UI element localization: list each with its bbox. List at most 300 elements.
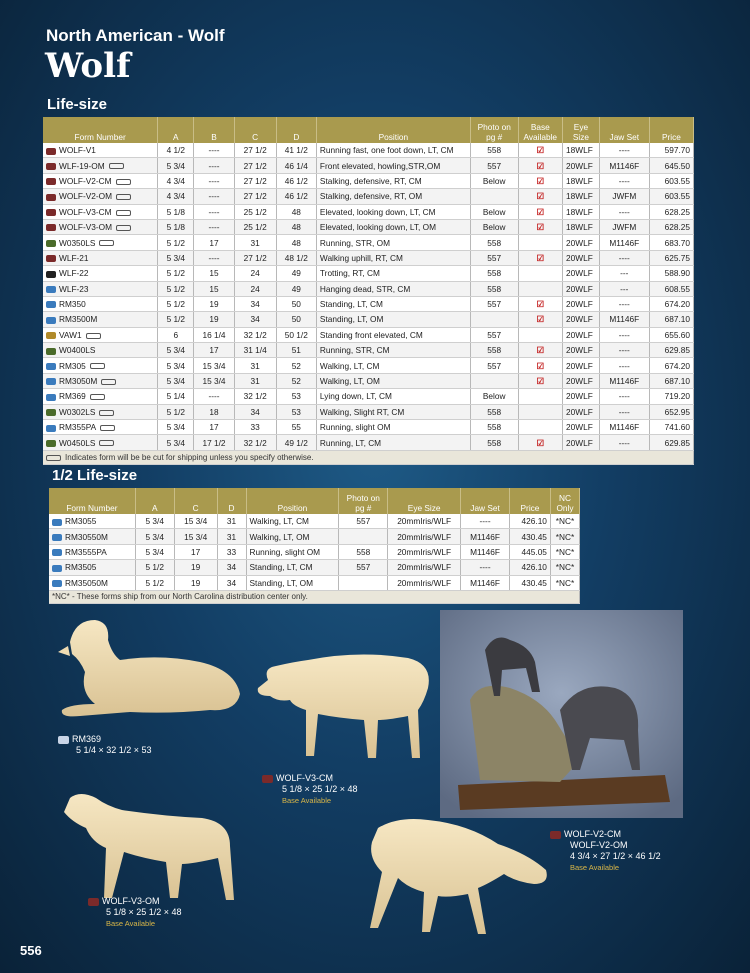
cut-shipping-icon (86, 333, 101, 339)
life-size-heading: Life-size (47, 96, 108, 113)
dim-c-cell: 27 1/2 (234, 189, 276, 204)
base-available-cell: ☑ (518, 189, 563, 204)
dim-c-cell: 31 (234, 358, 276, 373)
table-header-row (43, 117, 694, 143)
wolf-form-defensive-image (338, 808, 553, 943)
price-cell: 645.50 (649, 158, 693, 173)
dim-d-cell: 46 1/2 (276, 189, 316, 204)
dim-a-cell: 5 3/4 (158, 158, 194, 173)
dim-c-cell: 27 1/2 (234, 143, 276, 158)
table-row (49, 514, 580, 529)
form-type-icon (52, 534, 62, 541)
table-row (49, 560, 580, 575)
price-cell: 628.25 (649, 219, 693, 234)
eye-size-cell: 20WLF (563, 358, 600, 373)
form-type-icon (52, 519, 62, 526)
dim-d-cell: 50 (276, 312, 316, 327)
photo-page-cell: 557 (470, 250, 518, 265)
eye-size-cell: 18WLF (563, 189, 600, 204)
table-row (43, 296, 694, 311)
base-available-cell: ☑ (518, 173, 563, 188)
dim-c-cell: 15 3/4 (174, 514, 217, 529)
form-type-icon (46, 148, 56, 155)
form-type-icon (46, 363, 56, 370)
base-available-cell (518, 327, 563, 342)
col-header: Jaw Set (461, 488, 510, 514)
eye-size-cell: 20WLF (563, 235, 600, 250)
cut-shipping-icon (90, 363, 105, 369)
photo-page-cell (470, 189, 518, 204)
dim-b-cell: ---- (194, 173, 234, 188)
dim-a-cell: 5 1/2 (158, 235, 194, 250)
form-number-cell: RM3055 (49, 514, 135, 529)
dim-b-cell: 16 1/4 (194, 327, 234, 342)
base-available-cell: ☑ (518, 204, 563, 219)
wolf-form-standing-image (248, 640, 443, 765)
nc-only-cell: *NC* (550, 544, 579, 559)
half-size-heading: 1/2 Life-size (52, 467, 138, 484)
col-header: Price (510, 488, 551, 514)
dim-b-cell: 17 (194, 235, 234, 250)
form-caption-name: RM369 (72, 734, 102, 744)
photo-page-cell: Below (470, 173, 518, 188)
dim-d-cell: 48 (276, 204, 316, 219)
eye-size-cell: 20mmIris/WLF (388, 560, 461, 575)
form-number-cell: RM369 (43, 389, 158, 404)
form-caption-name: WOLF-V2-OM (570, 840, 628, 850)
eye-size-cell: 20WLF (563, 420, 600, 435)
jaw-set-cell: M1146F (599, 420, 649, 435)
jaw-set-cell: M1146F (599, 312, 649, 327)
cut-shipping-icon (116, 210, 131, 216)
table-row (49, 575, 580, 590)
dim-a-cell: 5 3/4 (158, 435, 194, 450)
price-cell: 608.55 (649, 281, 693, 296)
cut-shipping-icon (109, 163, 124, 169)
form-number-cell: VAW1 (43, 327, 158, 342)
eye-size-cell: 20mmIris/WLF (388, 544, 461, 559)
form-type-icon (46, 286, 56, 293)
position-cell: Standing, LT, CM (246, 560, 339, 575)
cut-shipping-icon (99, 240, 114, 246)
dim-d-cell: 48 1/2 (276, 250, 316, 265)
dim-b-cell: ---- (194, 250, 234, 265)
dim-d-cell: 33 (217, 544, 246, 559)
table-row (43, 189, 694, 204)
form-type-icon (46, 440, 56, 447)
photo-page-cell: 558 (470, 343, 518, 358)
nc-only-cell: *NC* (550, 529, 579, 544)
dim-a-cell: 5 1/2 (158, 266, 194, 281)
form-caption-dims: 5 1/8 × 25 1/2 × 48 (106, 907, 182, 917)
position-cell: Running, STR, OM (316, 235, 470, 250)
jaw-set-cell: ---- (599, 389, 649, 404)
dim-c-cell: 32 1/2 (234, 389, 276, 404)
price-cell: 629.85 (649, 343, 693, 358)
photo-page-cell: Below (470, 204, 518, 219)
price-cell: 430.45 (510, 529, 551, 544)
form-number-cell: WOLF-V3-OM (43, 219, 158, 234)
base-available-cell: ☑ (518, 358, 563, 373)
dim-c-cell: 17 (174, 544, 217, 559)
form-type-icon (46, 194, 56, 201)
dim-d-cell: 51 (276, 343, 316, 358)
form-caption-name: WOLF-V3-CM (276, 773, 333, 783)
form-type-icon (46, 348, 56, 355)
table-row (43, 158, 694, 173)
form-type-icon (46, 271, 56, 278)
dim-a-cell: 5 3/4 (158, 343, 194, 358)
dim-b-cell: 15 3/4 (194, 358, 234, 373)
photo-page-cell: 558 (470, 266, 518, 281)
price-cell: 687.10 (649, 373, 693, 388)
position-cell: Running, slight OM (246, 544, 339, 559)
eye-size-cell: 20WLF (563, 281, 600, 296)
nc-only-cell: *NC* (550, 514, 579, 529)
jaw-set-cell: ---- (599, 343, 649, 358)
base-available-cell: ☑ (518, 219, 563, 234)
price-cell: 603.55 (649, 189, 693, 204)
eye-size-cell: 20WLF (563, 266, 600, 281)
table-row (49, 529, 580, 544)
dim-b-cell: 17 (194, 420, 234, 435)
eye-size-cell: 20mmIris/WLF (388, 514, 461, 529)
price-cell: 674.20 (649, 358, 693, 373)
dim-c-cell: 27 1/2 (234, 158, 276, 173)
dim-b-cell: ---- (194, 389, 234, 404)
dim-b-cell: ---- (194, 189, 234, 204)
form-number-cell: RM305 (43, 358, 158, 373)
form-type-icon (46, 224, 56, 231)
position-cell: Standing front elevated, CM (316, 327, 470, 342)
photo-page-cell: 557 (339, 514, 388, 529)
base-available-cell: ☑ (518, 296, 563, 311)
position-cell: Walking, Slight RT, CM (316, 404, 470, 419)
base-available-cell: ☑ (518, 250, 563, 265)
jaw-set-cell: ---- (599, 250, 649, 265)
price-cell: 674.20 (649, 296, 693, 311)
price-cell: 655.60 (649, 327, 693, 342)
jaw-set-cell: ---- (599, 435, 649, 450)
position-cell: Walking, LT, OM (246, 529, 339, 544)
jaw-set-cell: ---- (599, 204, 649, 219)
dim-d-cell: 34 (217, 560, 246, 575)
eye-size-cell: 20WLF (563, 312, 600, 327)
life-size-table (43, 117, 694, 465)
table-row (43, 420, 694, 435)
dim-c-cell: 15 3/4 (174, 529, 217, 544)
dim-a-cell: 5 3/4 (158, 373, 194, 388)
dim-b-cell: 15 (194, 266, 234, 281)
dim-d-cell: 53 (276, 404, 316, 419)
form-number-cell: W0350LS (43, 235, 158, 250)
dim-a-cell: 6 (158, 327, 194, 342)
dim-c-cell: 19 (174, 575, 217, 590)
eye-size-cell: 20WLF (563, 389, 600, 404)
jaw-set-cell: M1146F (599, 158, 649, 173)
col-header: Base Available (518, 117, 563, 143)
position-cell: Hanging dead, STR, CM (316, 281, 470, 296)
position-cell: Running fast, one foot down, LT, CM (316, 143, 470, 158)
cut-shipping-icon (116, 225, 131, 231)
photo-page-cell: 557 (470, 358, 518, 373)
dim-c-cell: 34 (234, 312, 276, 327)
col-header: Photo on pg # (470, 117, 518, 143)
dim-d-cell: 53 (276, 389, 316, 404)
jaw-set-cell: ---- (461, 514, 510, 529)
base-available-cell (518, 235, 563, 250)
form-type-icon (46, 178, 56, 185)
table-row (43, 343, 694, 358)
form-caption-dims: 5 1/8 × 25 1/2 × 48 (282, 784, 358, 794)
position-cell: Lying down, LT, CM (316, 389, 470, 404)
price-cell: 719.20 (649, 389, 693, 404)
base-available-cell (518, 281, 563, 296)
position-cell: Walking, LT, OM (316, 373, 470, 388)
table-row (43, 250, 694, 265)
dim-a-cell: 5 1/2 (135, 575, 174, 590)
cut-shipping-icon (101, 379, 116, 385)
page-title: Wolf (45, 46, 131, 86)
position-cell: Standing, LT, OM (246, 575, 339, 590)
dim-c-cell: 25 1/2 (234, 204, 276, 219)
form-type-icon (46, 255, 56, 262)
dim-a-cell: 5 3/4 (158, 420, 194, 435)
dim-d-cell: 52 (276, 358, 316, 373)
photo-page-cell (339, 575, 388, 590)
jaw-set-cell: ---- (599, 404, 649, 419)
position-cell: Trotting, RT, CM (316, 266, 470, 281)
table-row (43, 235, 694, 250)
price-cell: 445.05 (510, 544, 551, 559)
table-row (43, 266, 694, 281)
dim-c-cell: 31 (234, 373, 276, 388)
form-type-icon (46, 378, 56, 385)
jaw-set-cell: ---- (599, 173, 649, 188)
position-cell: Standing, LT, CM (316, 296, 470, 311)
form-type-icon (46, 332, 56, 339)
dim-d-cell: 31 (217, 514, 246, 529)
col-header: C (234, 117, 276, 143)
eye-size-cell: 20WLF (563, 373, 600, 388)
base-available-cell (518, 389, 563, 404)
dim-d-cell: 50 (276, 296, 316, 311)
form-number-cell: WLF-22 (43, 266, 158, 281)
position-cell: Elevated, looking down, LT, OM (316, 219, 470, 234)
form-number-cell: RM3505 (49, 560, 135, 575)
dim-a-cell: 4 3/4 (158, 173, 194, 188)
photo-page-cell: Below (470, 219, 518, 234)
price-cell: 597.70 (649, 143, 693, 158)
col-header: Position (316, 117, 470, 143)
dim-b-cell: ---- (194, 143, 234, 158)
form-type-icon (46, 394, 56, 401)
col-header: A (135, 488, 174, 514)
photo-page-cell: Below (470, 389, 518, 404)
dim-c-cell: 32 1/2 (234, 327, 276, 342)
form-type-icon (52, 565, 62, 572)
base-available-label: Base Available (282, 796, 332, 805)
table-row (43, 312, 694, 327)
photo-page-cell: 558 (470, 404, 518, 419)
price-cell: 687.10 (649, 312, 693, 327)
form-number-cell: RM3500M (43, 312, 158, 327)
dim-b-cell: ---- (194, 219, 234, 234)
photo-page-cell: 558 (470, 235, 518, 250)
form-number-cell: WLF-23 (43, 281, 158, 296)
price-cell: 683.70 (649, 235, 693, 250)
photo-page-cell: 558 (339, 544, 388, 559)
base-available-cell: ☑ (518, 435, 563, 450)
price-cell: 652.95 (649, 404, 693, 419)
eye-size-cell: 18WLF (563, 143, 600, 158)
col-header: Form Number (43, 117, 158, 143)
price-cell: 588.90 (649, 266, 693, 281)
dim-a-cell: 5 1/4 (158, 389, 194, 404)
dim-d-cell: 50 1/2 (276, 327, 316, 342)
eye-size-cell: 20WLF (563, 250, 600, 265)
table-row (43, 327, 694, 342)
form-caption-name: WOLF-V2-CM (564, 829, 621, 839)
price-cell: 603.55 (649, 173, 693, 188)
jaw-set-cell: ---- (599, 143, 649, 158)
cut-shipping-icon (116, 179, 131, 185)
dim-c-cell: 25 1/2 (234, 219, 276, 234)
eye-size-cell: 20WLF (563, 343, 600, 358)
col-header: Form Number (49, 488, 135, 514)
dim-a-cell: 5 1/2 (135, 560, 174, 575)
price-cell: 625.75 (649, 250, 693, 265)
dim-d-cell: 31 (217, 529, 246, 544)
form-number-cell: RM350 (43, 296, 158, 311)
jaw-set-cell: ---- (599, 327, 649, 342)
jaw-set-cell: --- (599, 266, 649, 281)
position-cell: Walking, LT, CM (316, 358, 470, 373)
jaw-set-cell: JWFM (599, 189, 649, 204)
dim-a-cell: 5 1/2 (158, 281, 194, 296)
col-header: NC Only (550, 488, 579, 514)
dim-d-cell: 34 (217, 575, 246, 590)
jaw-set-cell: M1146F (599, 373, 649, 388)
dim-c-cell: 24 (234, 266, 276, 281)
table-row (43, 373, 694, 388)
form-number-cell: WOLF-V2-CM (43, 173, 158, 188)
dim-b-cell: 18 (194, 404, 234, 419)
base-available-cell (518, 266, 563, 281)
form-number-cell: RM35050M (49, 575, 135, 590)
table-note: Indicates form will be be cut for shipping unless you specify otherwise. (65, 452, 314, 462)
cut-shipping-icon (46, 455, 61, 461)
dim-d-cell: 49 (276, 281, 316, 296)
dim-a-cell: 4 1/2 (158, 143, 194, 158)
col-header: A (158, 117, 194, 143)
dim-b-cell: 19 (194, 296, 234, 311)
col-header: Photo on pg # (339, 488, 388, 514)
photo-page-cell (470, 373, 518, 388)
form-type-icon (58, 736, 69, 744)
dim-a-cell: 5 1/2 (158, 404, 194, 419)
photo-page-cell (339, 529, 388, 544)
table-row (43, 219, 694, 234)
table-row (43, 143, 694, 158)
jaw-set-cell: ---- (461, 560, 510, 575)
mounted-wolves-photo (440, 610, 683, 818)
table-row (49, 544, 580, 559)
form-caption-dims: 5 1/4 × 32 1/2 × 53 (76, 745, 152, 755)
half-size-table (49, 488, 580, 604)
photo-page-cell (470, 312, 518, 327)
form-type-icon (46, 409, 56, 416)
form-type-icon (52, 580, 62, 587)
form-type-icon (46, 163, 56, 170)
position-cell: Running, slight OM (316, 420, 470, 435)
eye-size-cell: 20mmIris/WLF (388, 575, 461, 590)
jaw-set-cell: ---- (599, 358, 649, 373)
col-header: B (194, 117, 234, 143)
dim-b-cell: 15 3/4 (194, 373, 234, 388)
form-number-cell: W0400LS (43, 343, 158, 358)
category-heading: North American - Wolf (46, 26, 225, 45)
form-type-icon (88, 898, 99, 906)
price-cell: 430.45 (510, 575, 551, 590)
base-available-cell: ☑ (518, 158, 563, 173)
position-cell: Elevated, looking down, LT, CM (316, 204, 470, 219)
form-type-icon (46, 317, 56, 324)
price-cell: 426.10 (510, 560, 551, 575)
table-row (43, 435, 694, 450)
dim-d-cell: 49 (276, 266, 316, 281)
dim-a-cell: 4 3/4 (158, 189, 194, 204)
table-row (43, 358, 694, 373)
cut-shipping-icon (99, 410, 114, 416)
form-type-icon (550, 831, 561, 839)
dim-a-cell: 5 1/8 (158, 204, 194, 219)
col-header: C (174, 488, 217, 514)
dim-b-cell: ---- (194, 204, 234, 219)
photo-page-cell: 557 (339, 560, 388, 575)
eye-size-cell: 20mmIris/WLF (388, 529, 461, 544)
photo-page-cell: 557 (470, 296, 518, 311)
dim-d-cell: 55 (276, 420, 316, 435)
photo-page-cell: 557 (470, 327, 518, 342)
form-number-cell: WLF-19-OM (43, 158, 158, 173)
dim-a-cell: 5 3/4 (158, 250, 194, 265)
form-number-cell: RM3555PA (49, 544, 135, 559)
base-available-cell (518, 404, 563, 419)
table-row (43, 204, 694, 219)
table-row (43, 173, 694, 188)
dim-a-cell: 5 3/4 (135, 529, 174, 544)
table-row (43, 389, 694, 404)
dim-a-cell: 5 3/4 (135, 514, 174, 529)
position-cell: Stalking, defensive, RT, OM (316, 189, 470, 204)
eye-size-cell: 18WLF (563, 173, 600, 188)
position-cell: Standing, LT, OM (316, 312, 470, 327)
table-header-row (49, 488, 580, 514)
dim-b-cell: 15 (194, 281, 234, 296)
price-cell: 426.10 (510, 514, 551, 529)
price-cell: 628.25 (649, 204, 693, 219)
nc-only-cell: *NC* (550, 560, 579, 575)
dim-d-cell: 48 (276, 219, 316, 234)
form-number-cell: WOLF-V1 (43, 143, 158, 158)
base-available-cell: ☑ (518, 343, 563, 358)
base-available-cell: ☑ (518, 143, 563, 158)
dim-b-cell: 17 1/2 (194, 435, 234, 450)
base-available-cell: ☑ (518, 373, 563, 388)
col-header: D (276, 117, 316, 143)
position-cell: Front elevated, howling,STR,OM (316, 158, 470, 173)
